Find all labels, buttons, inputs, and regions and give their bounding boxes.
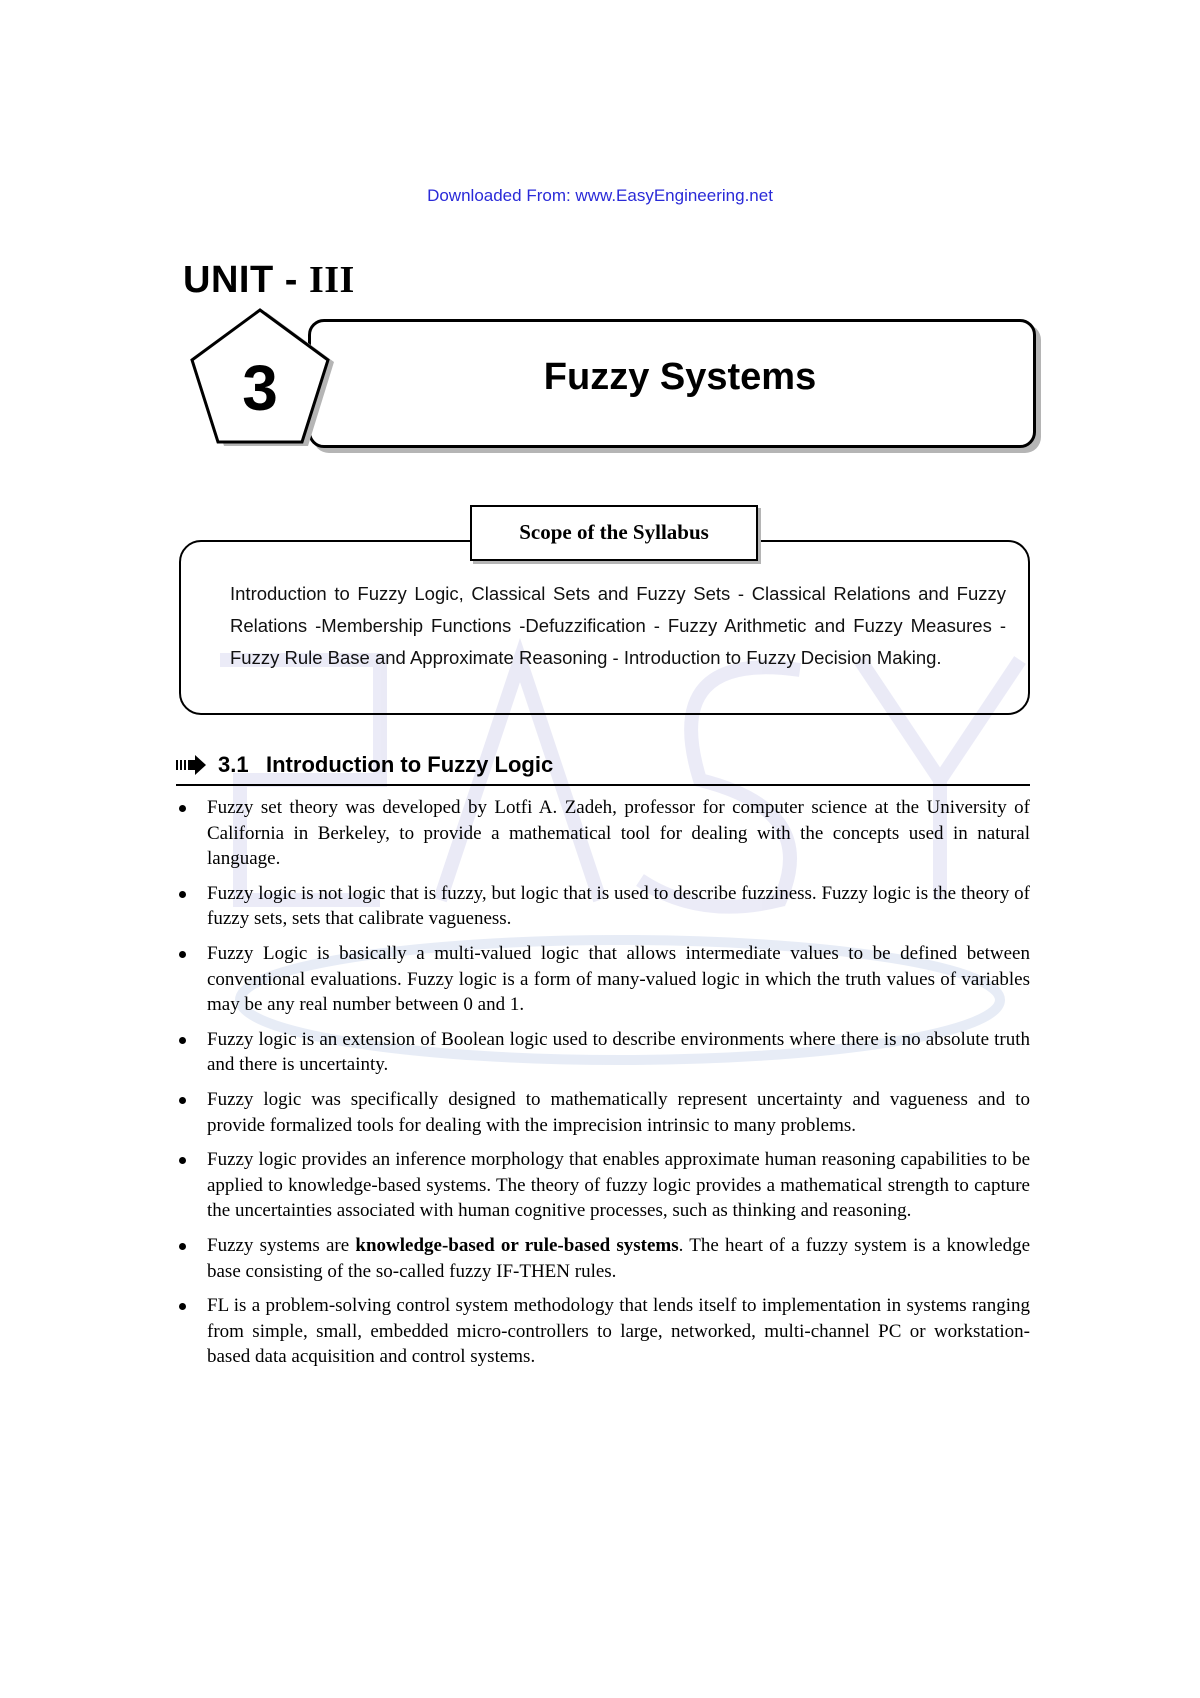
list-item — [176, 1233, 1030, 1284]
list-item-text-post: . The heart of a fuzzy system is a knowledge base consisting of the so-called fuzzy IF-THEN rules. — [207, 1234, 1031, 1282]
list-item-text: Fuzzy logic is not logic that is fuzzy, but logic that is used to describe fuzziness. Fuzzy logic is the theory of fuzzy sets, sets that calibrate vagueness. — [207, 882, 1030, 930]
bullet-icon — [179, 1097, 186, 1104]
section-heading — [176, 752, 1030, 786]
unit-roman-numeral: III — [308, 259, 355, 301]
syllabus-scope-title: Scope of the Syllabus — [470, 505, 758, 561]
bullet-icon — [179, 1303, 186, 1310]
list-item — [176, 1147, 1030, 1224]
unit-heading — [183, 258, 355, 302]
list-item — [176, 1027, 1030, 1078]
bullet-list — [176, 795, 1030, 1379]
section-number: 3.1 — [218, 752, 249, 777]
list-item — [176, 795, 1030, 872]
list-item-text-pre: Fuzzy systems are — [207, 1234, 356, 1256]
bullet-icon — [179, 951, 186, 958]
bullet-icon — [179, 1243, 186, 1250]
bullet-icon — [179, 891, 186, 898]
bullet-icon — [179, 805, 186, 812]
list-item-text: Fuzzy logic was specifically designed to mathematically represent uncertainty and vagueness and to provide formalized tools for dealing with the imprecision intrinsic to many problems. — [207, 1088, 1030, 1136]
list-item — [176, 1293, 1030, 1370]
list-item-text: Fuzzy logic is an extension of Boolean logic used to describe environments where there is no absolute truth and there is uncertainty. — [207, 1028, 1030, 1076]
list-item-text: Fuzzy Logic is basically a multi-valued logic that allows intermediate values to be defined between conventional evaluations. Fuzzy logic is a form of many-valued logic in which the truth values of variables may be any real number between 0 and 1. — [207, 942, 1030, 1016]
section-title: Introduction to Fuzzy Logic — [266, 752, 554, 777]
list-item-text: Fuzzy logic provides an inference morphology that enables approximate human reasoning capabilities to be applied to knowledge-based systems. The theory of fuzzy logic provides a mathematical strength to capture the uncertainties associated with human cognitive processes, such as thinking and reasoning. — [207, 1149, 1030, 1222]
list-item-bold-text: knowledge-based or rule-based systems — [355, 1234, 679, 1256]
list-item-text: FL is a problem-solving control system methodology that lends itself to implementation in systems ranging from simple, small, embedded micro-controllers to large, networked, multi-channel PC or workstation-based data acquisition and control systems. — [207, 1295, 1030, 1368]
syllabus-scope-text: Introduction to Fuzzy Logic, Classical Sets and Fuzzy Sets - Classical Relations and Fuzzy Relations -Membership Functions -Defuzzification - Fuzzy Arithmetic and Fuzzy Measures -Fuzzy Rule Base and Approximate Reasoning - Introduction to Fuzzy Decision Making. — [230, 583, 1006, 668]
arrow-icon — [176, 753, 210, 777]
list-item-text: Fuzzy set theory was developed by Lotfi A. Zadeh, professor for computer science at the University of California in Berkeley, to provide a mathematical tool for dealing with the concepts used in natural language. — [207, 797, 1030, 870]
chapter-title: Fuzzy Systems — [543, 356, 817, 398]
bullet-icon — [179, 1037, 186, 1044]
list-item — [176, 881, 1030, 932]
list-item — [176, 941, 1030, 1018]
chapter-number: 3 — [242, 352, 278, 424]
download-source-line: Downloaded From: www.EasyEngineering.net — [427, 186, 773, 205]
bullet-icon — [179, 1157, 186, 1164]
list-item — [176, 1087, 1030, 1138]
unit-prefix: UNIT - — [183, 259, 309, 301]
